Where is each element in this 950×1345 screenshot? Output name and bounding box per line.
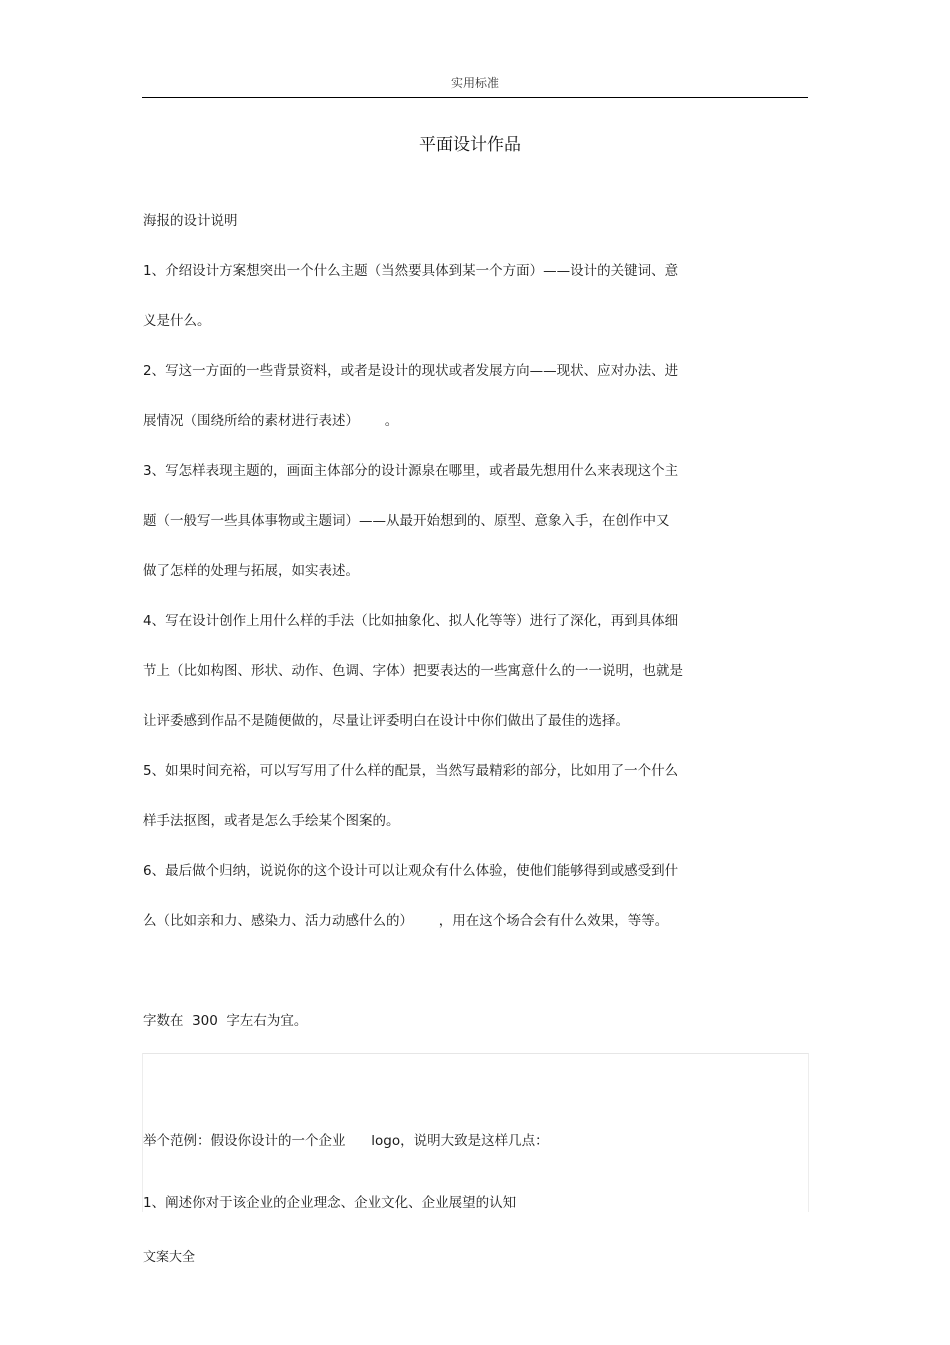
body-line: 义是什么。 (143, 313, 211, 329)
body-line: 2、写这一方面的一些背景资料，或者是设计的现状或者发展方向——现状、应对办法、进 (143, 363, 679, 379)
body-line: 3、写怎样表现主题的，画面主体部分的设计源泉在哪里，或者最先想用什么来表现这个主 (143, 463, 679, 479)
body-line: 展情况（围绕所给的素材进行表述） 。 (143, 413, 399, 429)
body-line: 6、最后做个归纳，说说你的这个设计可以让观众有什么体验，使他们能够得到或感受到什 (143, 863, 679, 879)
body-line: 5、如果时间充裕，可以写写用了什么样的配景，当然写最精彩的部分，比如用了一个什么 (143, 763, 679, 779)
body-line: 做了怎样的处理与拓展，如实表述。 (143, 563, 359, 579)
header-divider (142, 97, 808, 98)
body-line: 么（比如亲和力、感染力、活力动感什么的） ，用在这个场合会有什么效果，等等。 (143, 913, 669, 929)
example-item: 1、阐述你对于该企业的企业理念、企业文化、企业展望的认知 (143, 1195, 517, 1211)
section-heading: 海报的设计说明 (143, 213, 238, 229)
page-header: 实用标准 (450, 76, 499, 90)
body-line: 1、介绍设计方案想突出一个什么主题（当然要具体到某一个方面）——设计的关键词、意 (143, 263, 679, 279)
body-line: 4、写在设计创作上用什么样的手法（比如抽象化、拟人化等等）进行了深化，再到具体细 (143, 613, 679, 629)
body-line: 样手法抠图，或者是怎么手绘某个图案的。 (143, 813, 400, 829)
body-line: 让评委感到作品不是随便做的，尽量让评委明白在设计中你们做出了最佳的选择。 (143, 713, 629, 729)
word-count-note: 字数在 300 字左右为宜。 (143, 1013, 308, 1029)
body-line: 节上（比如构图、形状、动作、色调、字体）把要表达的一些寓意什么的一一说明，也就是 (143, 663, 683, 679)
example-intro: 举个范例：假设你设计的一个企业 logo，说明大致是这样几点： (143, 1133, 549, 1149)
body-line: 题（一般写一些具体事物或主题词）——从最开始想到的、原型、意象入手，在创作中又 (143, 513, 670, 529)
page-footer: 文案大全 (143, 1250, 196, 1265)
document-title: 平面设计作品 (419, 135, 521, 155)
